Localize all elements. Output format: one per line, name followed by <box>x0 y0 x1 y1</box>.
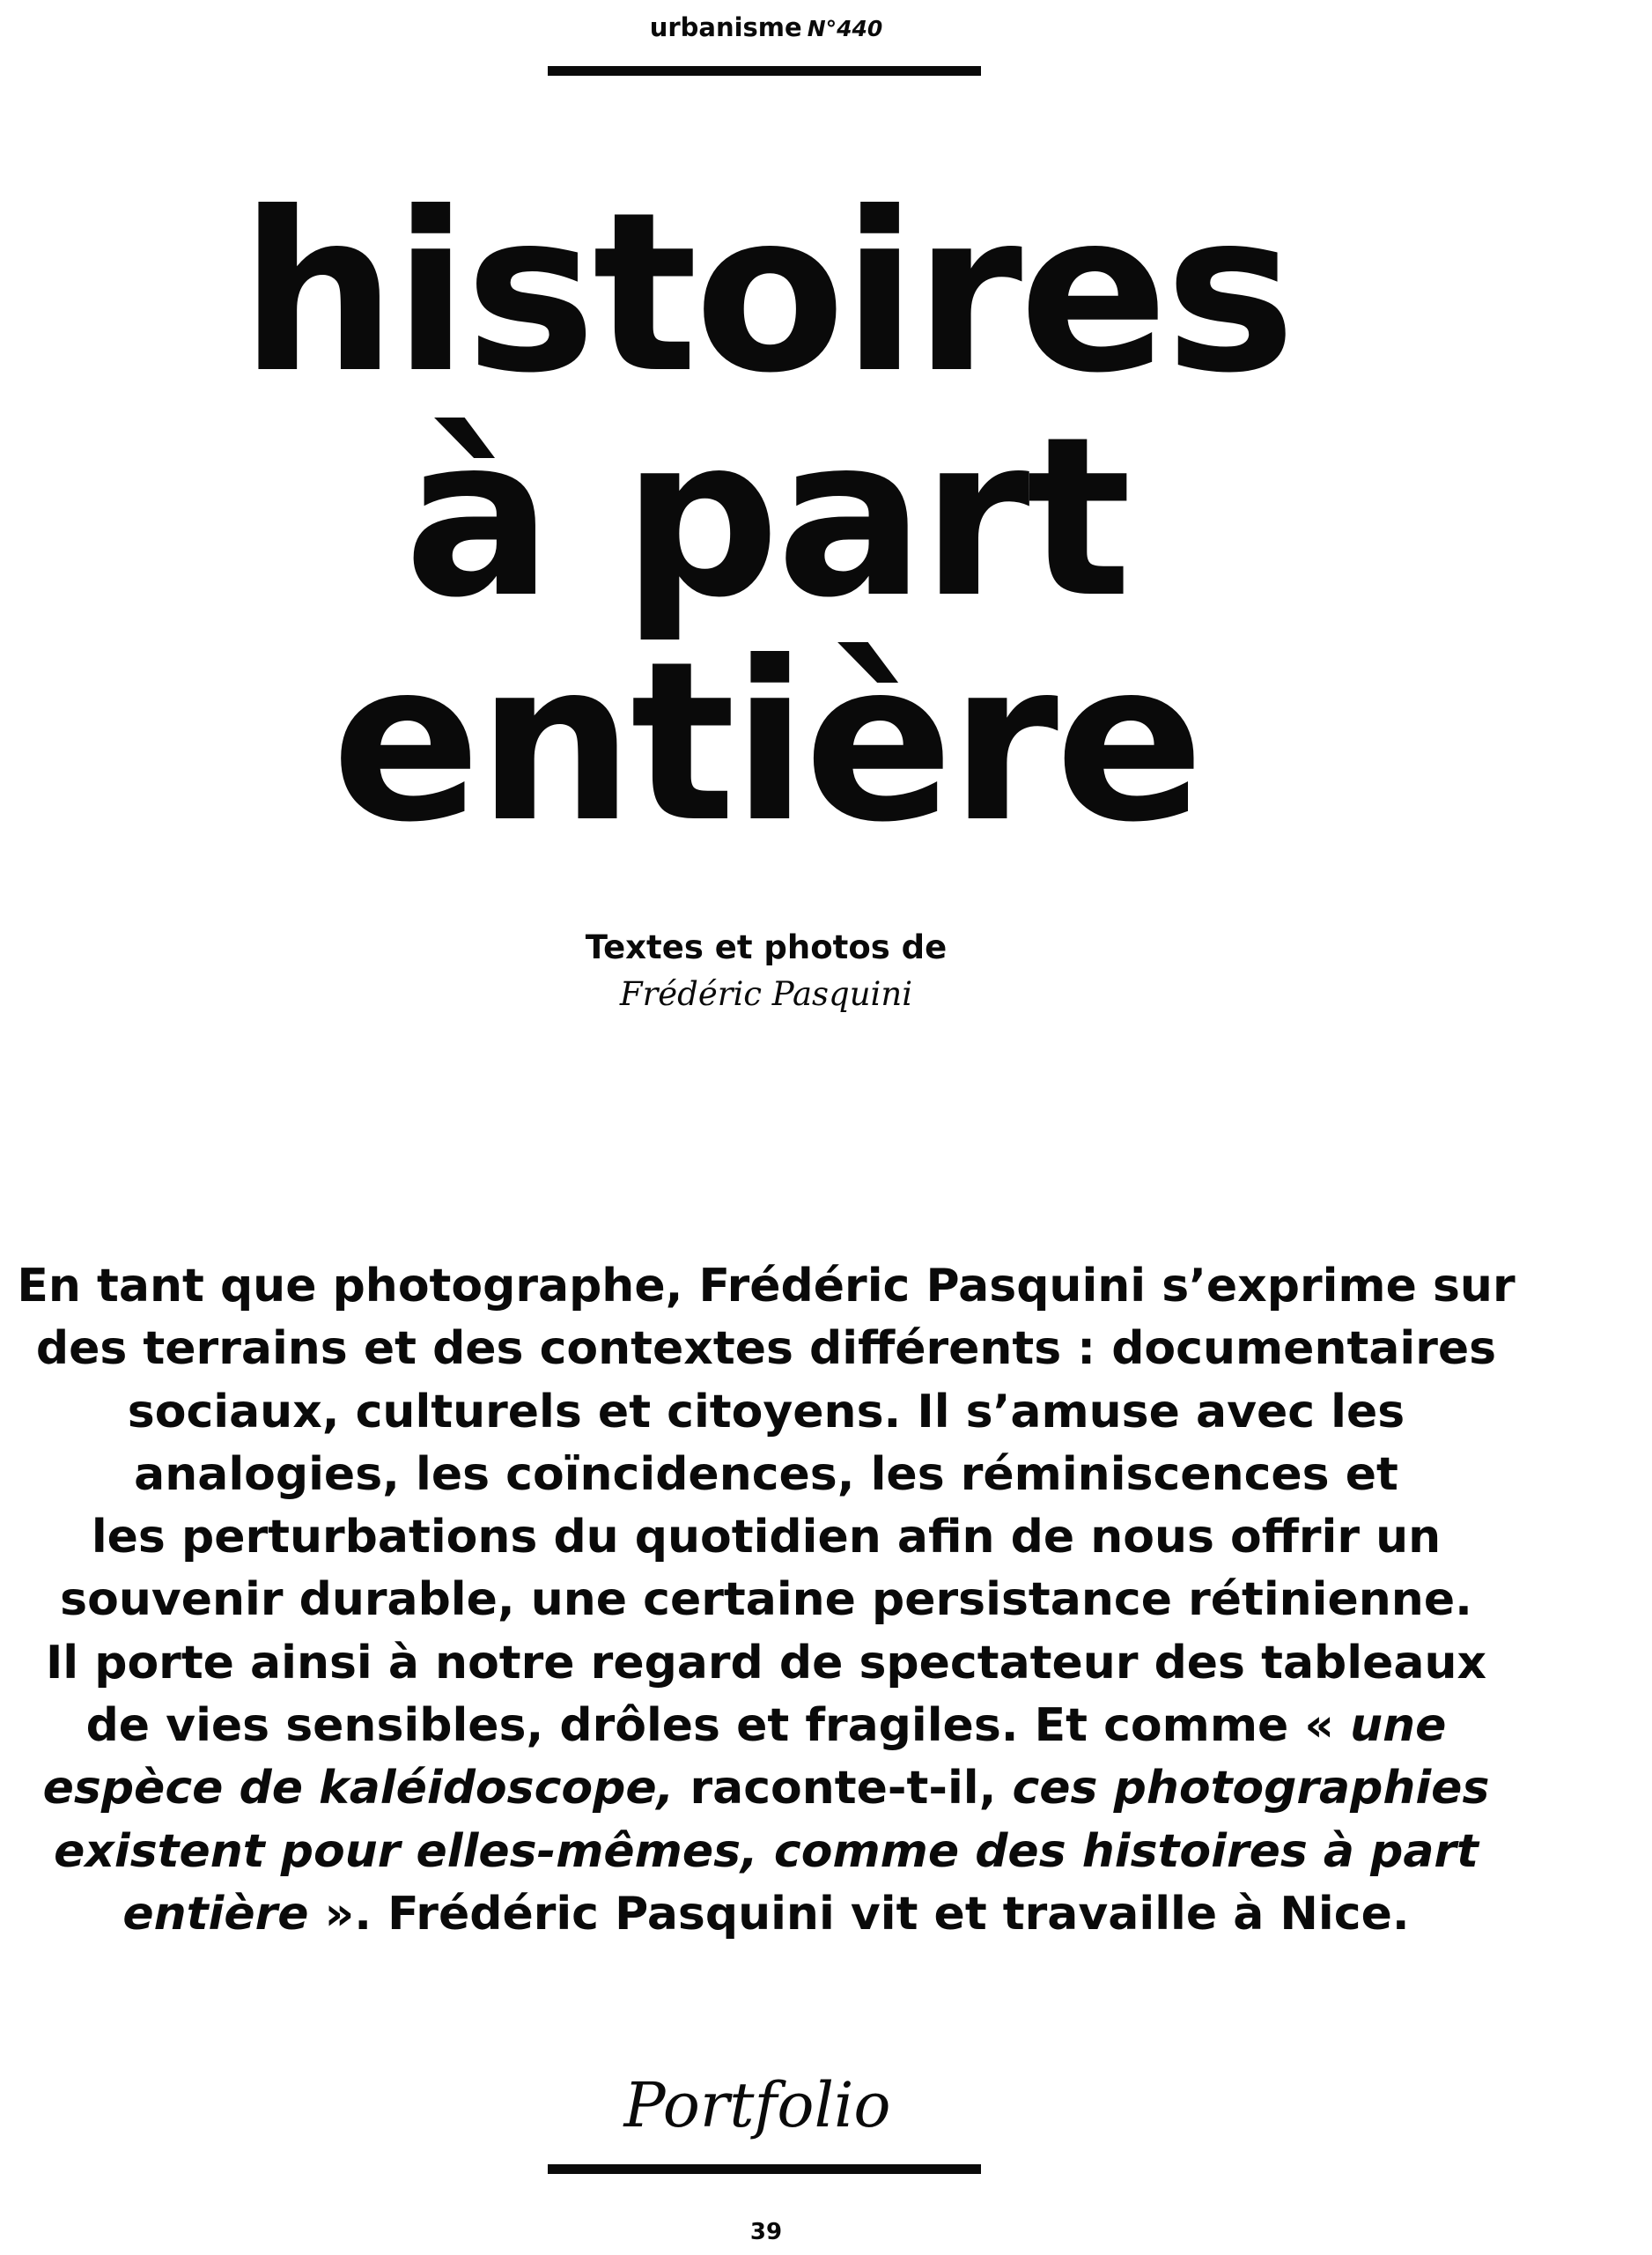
intro-line <box>0 1381 1532 1444</box>
intro-line <box>0 1318 1532 1380</box>
intro-text: des terrains et des contextes différents : documentaires <box>35 1322 1497 1376</box>
intro-text: sociaux, culturels et citoyens. Il s’amuse avec les <box>127 1385 1405 1438</box>
intro-italic-text: entière <box>122 1887 309 1941</box>
intro-line <box>0 1821 1532 1883</box>
intro-line <box>0 1695 1532 1757</box>
credit-label: Textes et photos de <box>585 928 948 966</box>
intro-text: raconte-t-il, <box>674 1762 1013 1815</box>
intro-text: les perturbations du quotidien afin de nous offrir un <box>91 1511 1442 1564</box>
intro-text: ». Frédéric Pasquini vit et travaille à Nice. <box>308 1887 1410 1941</box>
section-label: Portfolio <box>623 2069 891 2141</box>
title-line: entière <box>331 614 1201 870</box>
intro-text: analogies, les coïncidences, les réminiscences et <box>134 1447 1398 1501</box>
intro-line <box>0 1444 1532 1506</box>
bottom-rule <box>548 2164 981 2174</box>
intro-text: En tant que photographe, Frédéric Pasquini s’exprime sur <box>17 1260 1516 1312</box>
issue-number: N°440 <box>807 16 883 41</box>
intro-italic-text: existent pour elles-mêmes, comme des histoires à part <box>54 1824 1479 1878</box>
article-title <box>0 165 1532 870</box>
intro-line <box>0 1569 1532 1631</box>
top-rule <box>548 66 981 76</box>
intro-line <box>0 1632 1532 1695</box>
magazine-name: urbanisme <box>649 12 802 42</box>
intro-italic-text: espèce de kaléidoscope, <box>42 1762 675 1815</box>
intro-text: de vies sensibles, drôles et fragiles. Et comme « <box>85 1699 1351 1753</box>
intro-text: Il porte ainsi à notre regard de spectateur des tableaux <box>45 1636 1487 1689</box>
intro-italic-text: une <box>1350 1699 1447 1753</box>
intro-italic-text: ces photographies <box>1012 1762 1490 1815</box>
magazine-header <box>0 7 1532 49</box>
intro-paragraph <box>0 1255 1532 1946</box>
page-number: 39 <box>749 2219 783 2245</box>
title-line: histoires <box>240 165 1293 421</box>
intro-text: souvenir durable, une certaine persistance rétinienne. <box>60 1573 1472 1627</box>
intro-line <box>0 1883 1532 1946</box>
intro-line <box>0 1255 1532 1318</box>
article-credit <box>0 923 1532 1017</box>
intro-line <box>0 1757 1532 1820</box>
credit-author: Frédéric Pasquini <box>619 975 913 1013</box>
intro-line <box>0 1506 1532 1569</box>
title-line: à part <box>403 389 1129 646</box>
